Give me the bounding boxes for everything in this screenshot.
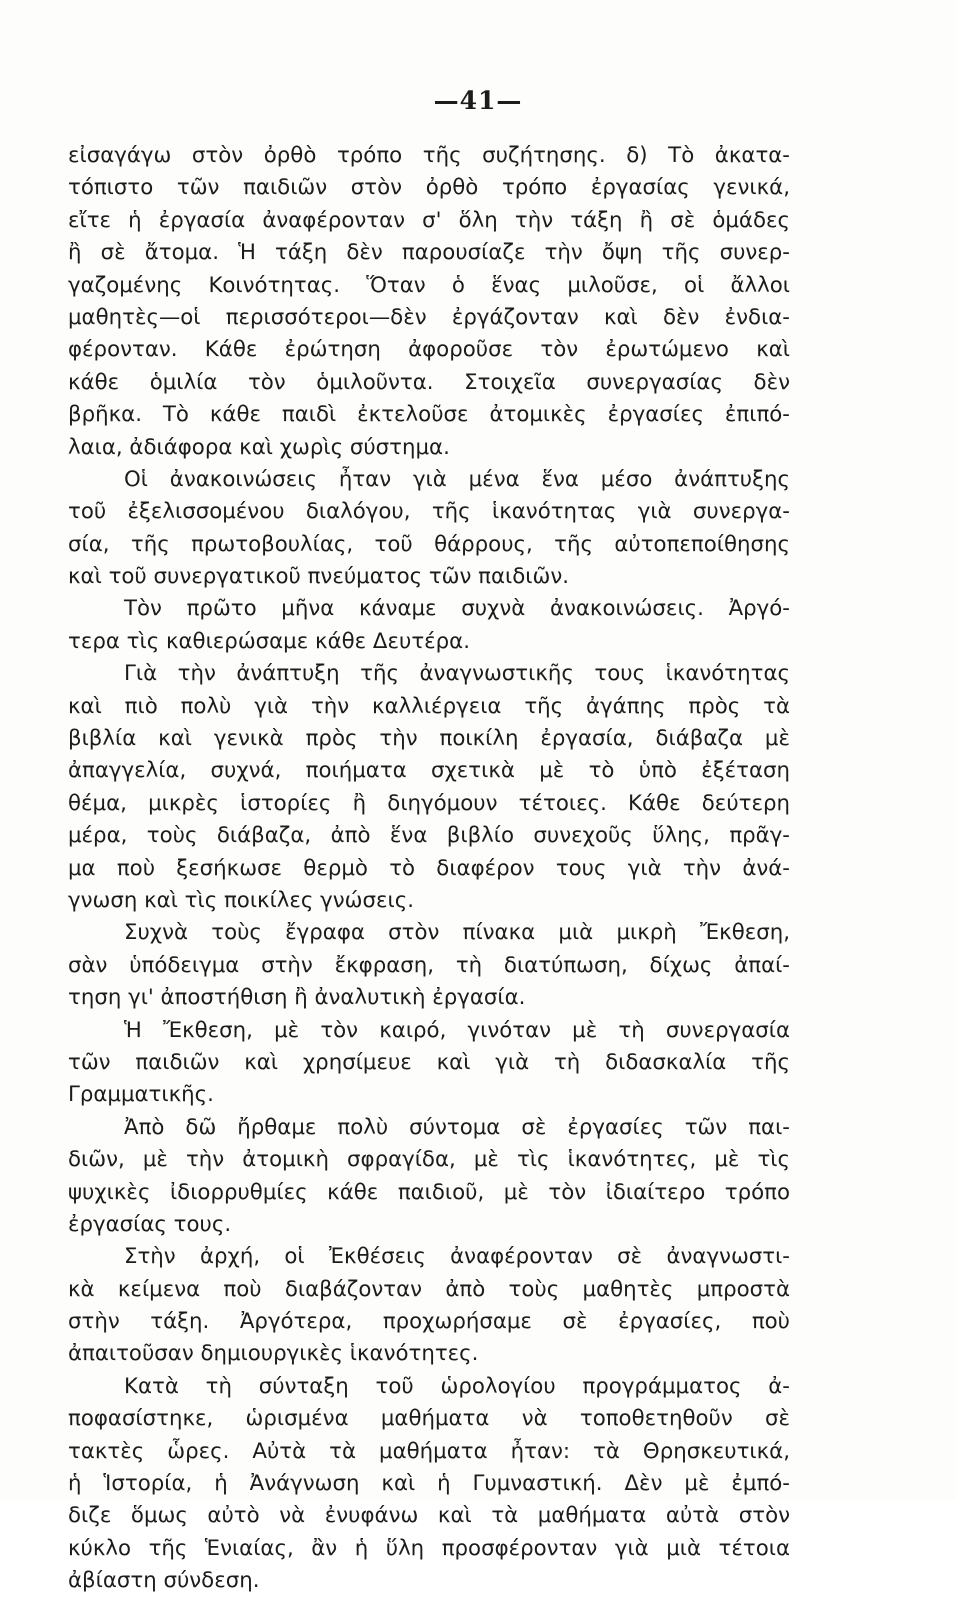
text-line: τοῦ ἐξελισσομένου διαλόγου, τῆς ἱκανότητας γιὰ συνεργα-: [68, 499, 790, 525]
text-line: Γραμματικῆς.: [68, 1082, 214, 1108]
text-line: φέρονταν. Κάθε ἐρώτηση ἀφοροῦσε τὸν ἐρωτώμενο καὶ: [68, 337, 790, 363]
text-line: καὶ τοῦ συνεργατικοῦ πνεύματος τῶν παιδιῶν.: [68, 564, 569, 590]
text-line: λαια, ἀδιάφορα καὶ χωρὶς σύστημα.: [68, 434, 450, 460]
text-line: τακτὲς ὧρες. Αὐτὰ τὰ μαθήματα ἦταν: τὰ Θρησκευτικά,: [68, 1438, 790, 1464]
text-line: Ἀπὸ δῶ ἤρθαμε πολὺ σύντομα σὲ ἐργασίες τῶν παι-: [124, 1114, 790, 1140]
text-line: εἴτε ἡ ἐργασία ἀναφέρονταν σ' ὅλη τὴν τάξη ἢ σὲ ὁμάδες: [68, 207, 790, 233]
text-line: Τὸν πρῶτο μῆνα κάναμε συχνὰ ἀνακοινώσεις. Ἀργό-: [124, 596, 790, 622]
text-line: ἡ Ἱστορία, ἡ Ἀνάγνωση καὶ ἡ Γυμναστική. Δὲν μὲ ἐμπό-: [68, 1471, 790, 1497]
page-number: —41—: [433, 86, 523, 115]
text-line: σία, τῆς πρωτοβουλίας, τοῦ θάρρους, τῆς αὐτοπεποίθησης: [68, 531, 790, 557]
text-line: εἰσαγάγω στὸν ὀρθὸ τρόπο τῆς συζήτησης. δ) Τὸ ἀκατα-: [68, 143, 790, 168]
text-line: κύκλο τῆς Ἑνιαίας, ἂν ἡ ὕλη προσφέρονταν γιὰ μιὰ τέτοια: [68, 1535, 790, 1561]
text-line: στὴν τάξη. Ἀργότερα, προχωρήσαμε σὲ ἐργασίες, ποὺ: [68, 1309, 790, 1335]
text-line: μαθητὲς—οἱ περισσότεροι—δὲν ἐργάζονταν καὶ δὲν ἐνδια-: [68, 304, 790, 330]
text-line: ἀβίαστη σύνδεση.: [68, 1568, 260, 1594]
text-line: ἀπαγγελία, συχνά, ποιήματα σχετικὰ μὲ τὸ ὑπὸ ἐξέταση: [68, 758, 790, 784]
text-line: διῶν, μὲ τὴν ἀτομικὴ σφραγίδα, μὲ τὶς ἱκανότητες, μὲ τὶς: [68, 1147, 790, 1173]
text-line: κάθε ὁμιλία τὸν ὁμιλοῦντα. Στοιχεῖα συνεργασίας δὲν: [68, 369, 790, 395]
text-line: Κατὰ τὴ σύνταξη τοῦ ὡρολογίου προγράμματος ἀ-: [124, 1373, 790, 1399]
text-line: Ἡ Ἔκθεση, μὲ τὸν καιρό, γινόταν μὲ τὴ συνεργασία: [124, 1017, 790, 1043]
text-line: ἀπαιτοῦσαν δημιουργικὲς ἱκανότητες.: [68, 1341, 479, 1367]
text-line: ψυχικὲς ἰδιορρυθμίες κάθε παιδιοῦ, μὲ τὸν ἰδιαίτερο τρόπο: [68, 1179, 790, 1205]
text-line: τηση γι' ἀποστήθιση ἢ ἀναλυτικὴ ἐργασία.: [68, 985, 526, 1011]
text-line: κὰ κείμενα ποὺ διαβάζονταν ἀπὸ τοὺς μαθητὲς μπροστὰ: [68, 1276, 790, 1302]
text-line: ποφασίστηκε, ὡρισμένα μαθήματα νὰ τοποθετηθοῦν σὲ: [68, 1406, 790, 1432]
text-line: Γιὰ τὴν ἀνάπτυξη τῆς ἀναγνωστικῆς τους ἱκανότητας: [124, 661, 790, 687]
text-line: τῶν παιδιῶν καὶ χρησίμευε καὶ γιὰ τὴ διδασκαλία τῆς: [68, 1049, 790, 1075]
text-line: γνωση καὶ τὶς ποικίλες γνώσεις.: [68, 887, 414, 913]
text-line: ἐργασίας τους.: [68, 1211, 232, 1237]
text-line: τόπιστο τῶν παιδιῶν στὸν ὀρθὸ τρόπο ἐργασίας γενικά,: [68, 175, 790, 201]
text-line: καὶ πιὸ πολὺ γιὰ τὴν καλλιέργεια τῆς ἀγάπης πρὸς τὰ: [68, 693, 790, 719]
text-line: θέμα, μικρὲς ἱστορίες ἢ διηγόμουν τέτοιες. Κάθε δεύτερη: [68, 790, 790, 816]
body-text: [68, 140, 790, 1598]
text-line: διζε ὅμως αὐτὸ νὰ ἐνυφάνω καὶ τὰ μαθήματα αὐτὰ στὸν: [68, 1503, 790, 1529]
text-line: μα ποὺ ξεσήκωσε θερμὸ τὸ διαφέρον τους γιὰ τὴν ἀνά-: [68, 855, 790, 881]
text-line: Συχνὰ τοὺς ἔγραφα στὸν πίνακα μιὰ μικρὴ Ἔκθεση,: [124, 920, 790, 946]
text-line: γαζομένης Κοινότητας. Ὅταν ὁ ἕνας μιλοῦσε, οἱ ἄλλοι: [68, 272, 790, 298]
text-line: τερα τὶς καθιερώσαμε κάθε Δευτέρα.: [68, 628, 470, 654]
text-line: μέρα, τοὺς διάβαζα, ἀπὸ ἕνα βιβλίο συνεχοῦς ὕλης, πρᾶγ-: [68, 823, 790, 849]
text-line: βρῆκα. Τὸ κάθε παιδὶ ἐκτελοῦσε ἀτομικὲς ἐργασίες ἐπιπό-: [68, 402, 790, 428]
text-line: Οἱ ἀνακοινώσεις ἦταν γιὰ μένα ἕνα μέσο ἀνάπτυξης: [124, 466, 790, 492]
text-line: βιβλία καὶ γενικὰ πρὸς τὴν ποικίλη ἐργασία, διάβαζα μὲ: [68, 726, 790, 752]
text-line: ἢ σὲ ἄτομα. Ἡ τάξη δὲν παρουσίαζε τὴν ὄψη τῆς συνερ-: [68, 240, 790, 266]
text-line: σὰν ὑπόδειγμα στὴν ἔκφραση, τὴ διατύπωση, δίχως ἀπαί-: [68, 952, 790, 978]
text-line: Στὴν ἀρχή, οἱ Ἐκθέσεις ἀναφέρονταν σὲ ἀναγνωστι-: [124, 1244, 790, 1270]
